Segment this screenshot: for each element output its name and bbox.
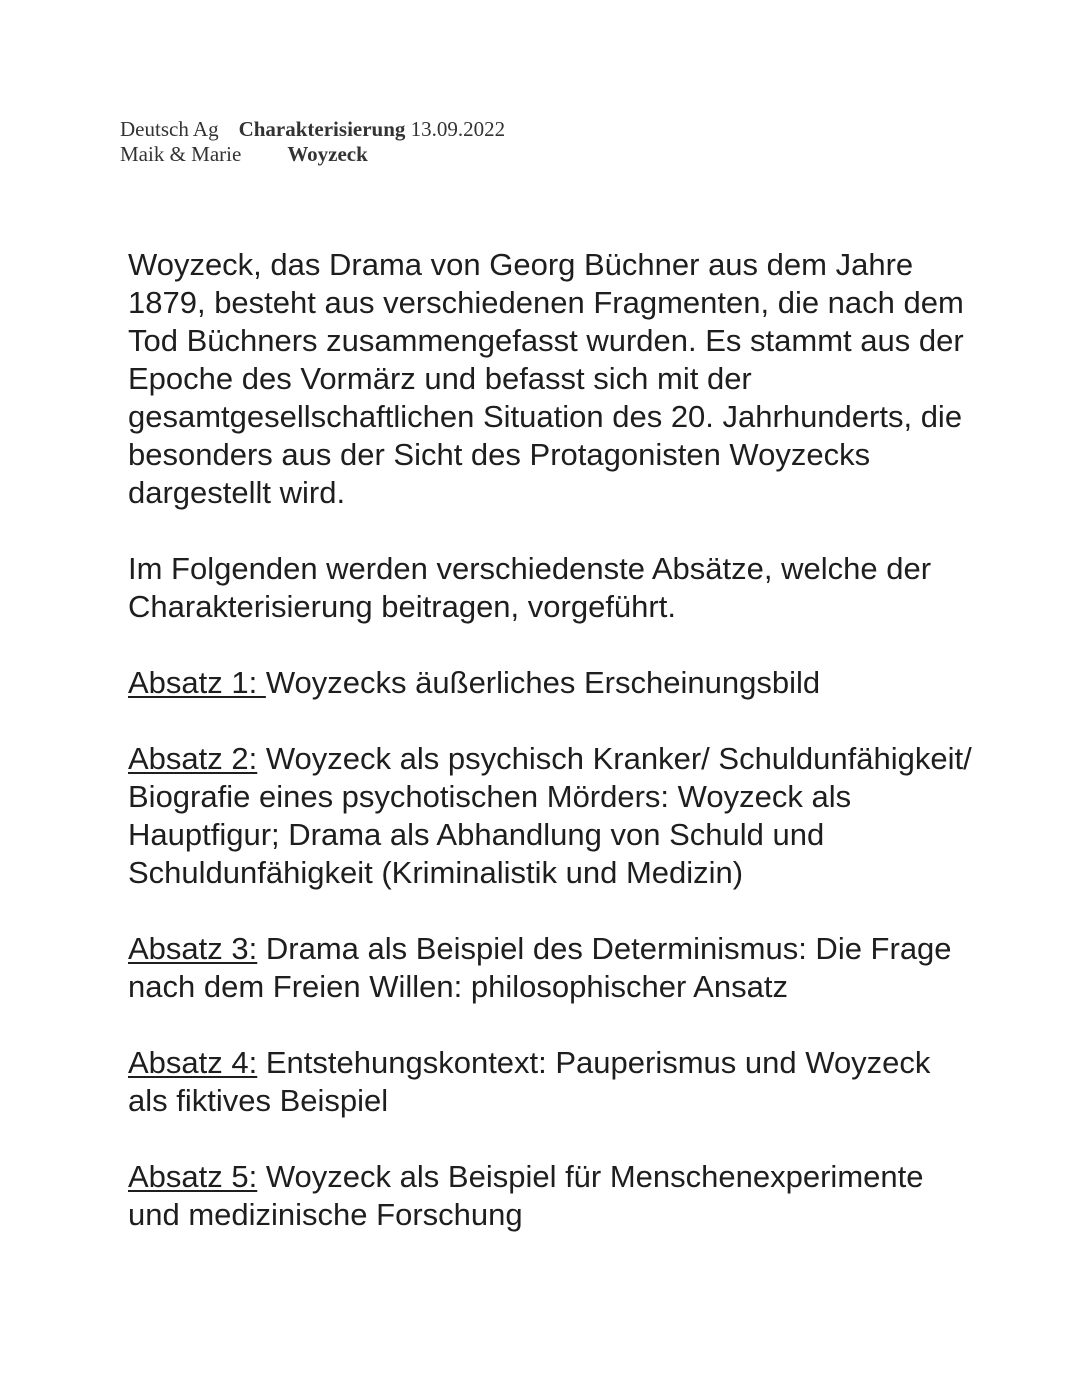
section-label: Absatz 3: <box>128 931 258 966</box>
authors-label: Maik & Marie <box>120 142 242 166</box>
section-label: Absatz 2: <box>128 741 258 776</box>
lead-paragraph: Im Folgenden werden verschiedenste Absätze, welche der Charakterisierung beitragen, vorgeführt. <box>128 551 932 624</box>
intro-paragraph: Woyzeck, das Drama von Georg Büchner aus dem Jahre 1879, besteht aus verschiedenen Fragmenten, die nach dem Tod Büchners zusammengefasst wurden. Es stammt aus der Epoche des Vormärz und befasst sich mit der gesamtgesellschaftlichen Situation des 20. Jahrhunderts, die besonders aus der Sicht des Protagonisten Woyzecks dargestellt wird. <box>128 247 964 510</box>
subject-label: Deutsch Ag <box>120 117 219 141</box>
section-text: Entstehungskontext: Pauperismus und Woyzeck als fiktives Beispiel <box>128 1045 931 1118</box>
header-row-1 <box>120 117 505 142</box>
doc-type-label: Charakterisierung <box>238 117 406 141</box>
header-row-2 <box>120 142 505 167</box>
section-label: Absatz 1: <box>128 665 266 700</box>
section-label: Absatz 4: <box>128 1045 258 1080</box>
date-label: 13.09.2022 <box>410 117 506 141</box>
section-absatz-3 <box>128 930 978 1006</box>
section-absatz-4 <box>128 1044 978 1120</box>
section-label: Absatz 5: <box>128 1159 258 1194</box>
section-text: Woyzecks äußerliches Erscheinungsbild <box>265 665 821 700</box>
section-absatz-2 <box>128 740 978 892</box>
document-header <box>120 117 505 167</box>
section-text: Woyzeck als psychisch Kranker/ Schuldunfähigkeit/ Biografie eines psychotischen Mörders: Woyzeck als Hauptfigur; Drama als Abhandlung von Schuld und Schuldunfähigkeit (Kriminalistik und Medizin) <box>128 741 972 890</box>
section-absatz-1 <box>128 664 978 702</box>
document-body <box>128 246 978 1234</box>
section-text: Woyzeck als Beispiel für Menschenexperimente und medizinische Forschung <box>128 1159 924 1232</box>
section-absatz-5 <box>128 1158 978 1234</box>
section-text: Drama als Beispiel des Determinismus: Die Frage nach dem Freien Willen: philosophischer Ansatz <box>128 931 952 1004</box>
work-title-label: Woyzeck <box>287 142 368 166</box>
